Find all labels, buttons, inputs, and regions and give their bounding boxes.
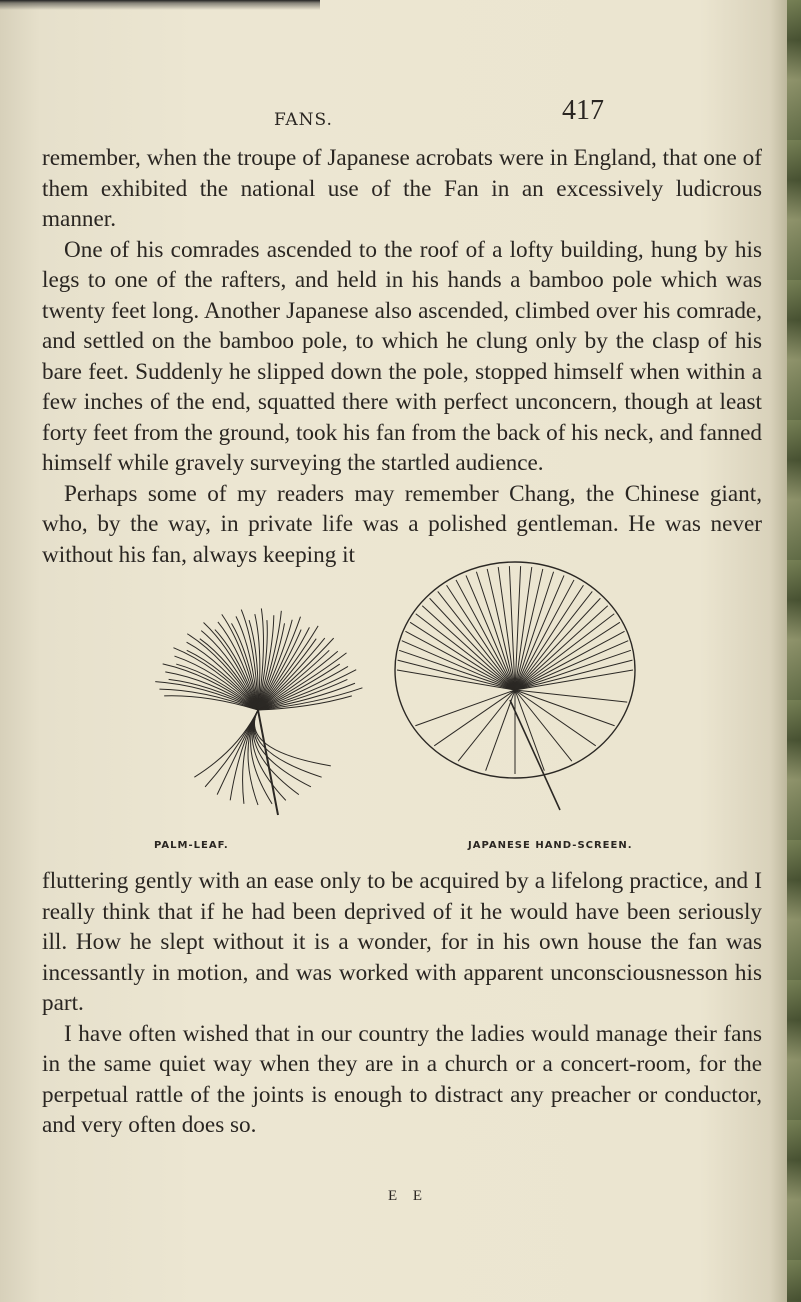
paragraph: remember, when the troupe of Japanese acrobats were in England, that one of them exhibited the national use of the Fan in an excessively ludicrous manner.: [42, 145, 762, 232]
fan-illustrations: [80, 560, 740, 830]
scan-shadow: [0, 0, 320, 10]
paragraph: fluttering gently with an ease only to be acquired by a lifelong practice, and I really think that if he had been deprived of it he would have been seriously ill. How he slept without it is a wonder, for in his own house the fan was incessantly in motion, and was worked with apparent unconsciousnesson his part.: [42, 868, 762, 1016]
page-number: 417: [562, 95, 604, 126]
body-text-top: [42, 143, 762, 570]
signature-mark: E E: [388, 1188, 429, 1204]
body-text-bottom: [42, 866, 762, 1141]
paragraph: Perhaps some of my readers may remember Chang, the Chinese giant, who, by the way, in private life was a polished gentleman. He was never without his fan, always keeping it: [42, 480, 762, 568]
japanese-hand-screen-illustration: [395, 562, 635, 810]
paragraph: One of his comrades ascended to the roof of a lofty building, hung by his legs to one of the rafters, and held in his hands a bamboo pole which was twenty feet long. Another Japanese also ascended, climbed over his comrade, and settled on the bamboo pole, to which he clung only by the clasp of his bare feet. Suddenly he slipped down the pole, stopped himself when within a few inches of the end, squatted there with perfect unconcern, though at least forty feet from the ground, took his fan from the back of his neck, and fanned himself while gravely surveying the startled audience.: [42, 236, 762, 476]
hand-screen-caption: JAPANESE HAND-SCREEN.: [468, 840, 633, 851]
book-edge: [787, 0, 801, 1302]
running-head: FANS.: [274, 110, 333, 130]
paragraph: I have often wished that in our country the ladies would manage their fans in the same quiet way when they are in a church or a concert-room, for the perpetual rattle of the joints is enough to distract any preacher or conductor, and very often does so.: [42, 1020, 762, 1138]
palm-leaf-fan-illustration: [155, 608, 362, 815]
palm-leaf-caption: PALM-LEAF.: [154, 840, 229, 851]
